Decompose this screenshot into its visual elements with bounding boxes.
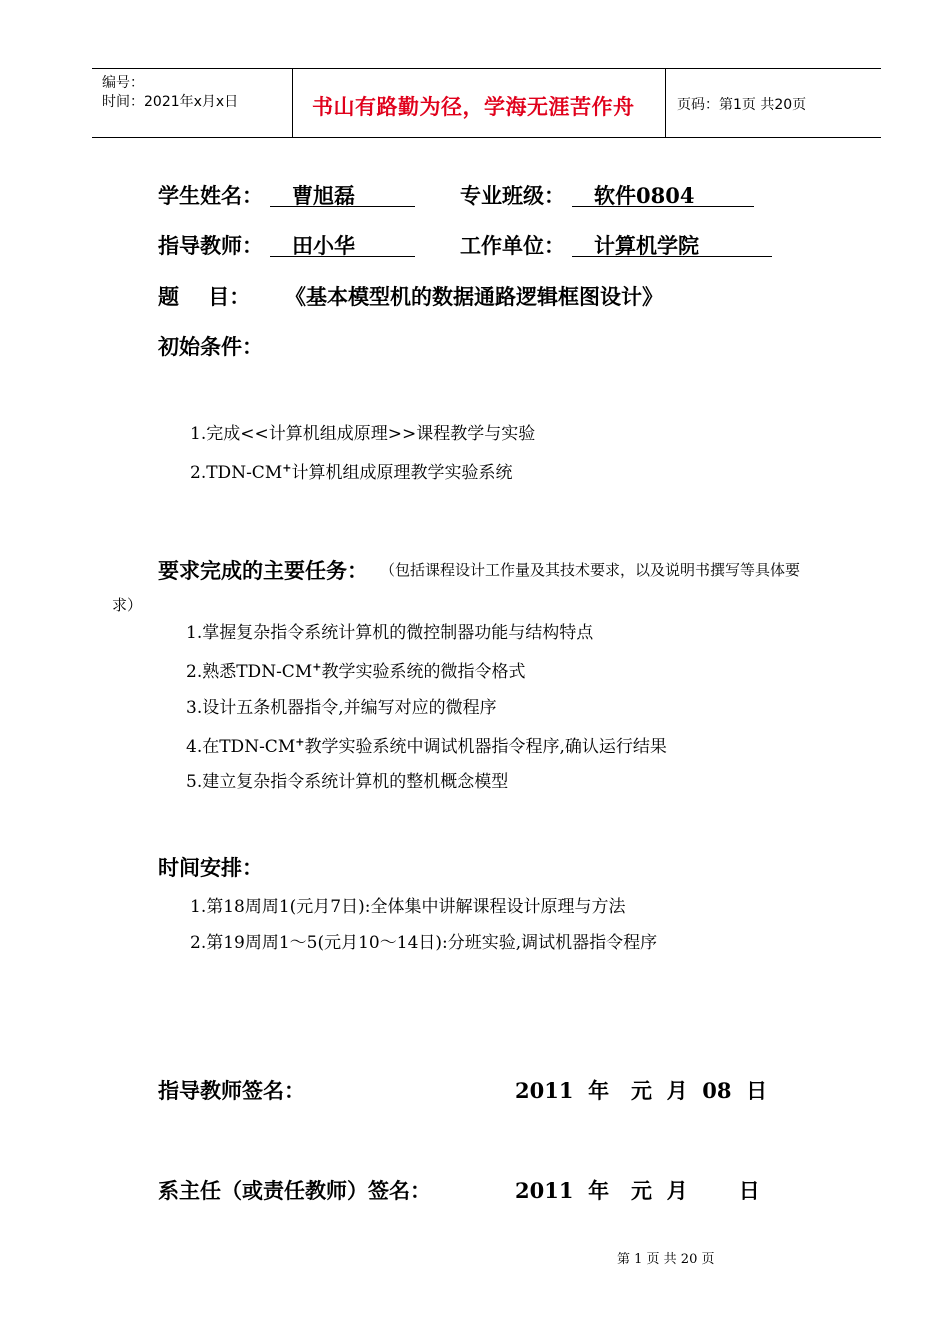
item-text-tail: 计算机组成原理教学实验系统	[291, 463, 513, 483]
initial-conditions-heading: 初始条件：	[158, 334, 263, 359]
initial-condition-item: 1.完成<<计算机组成原理>>课程教学与实验	[190, 424, 536, 444]
student-name-value: 曹旭磊	[292, 183, 355, 208]
superscript-plus: +	[295, 735, 305, 749]
header-motto: 书山有路勤为径，学海无涯苦作舟	[312, 95, 635, 119]
task-item	[186, 657, 525, 682]
initial-condition-item	[190, 458, 512, 483]
document-header	[92, 68, 881, 138]
advisor-signature-date: 2011 年 元 月 08 日	[515, 1078, 768, 1103]
item-text-tail: 教学实验系统中调试机器指令程序,确认运行结果	[304, 737, 667, 757]
task-item	[186, 732, 667, 757]
task-item: 5.建立复杂指令系统计算机的整机概念模型	[186, 772, 509, 792]
advisor-field	[270, 230, 415, 257]
advisor-value: 田小华	[292, 233, 355, 258]
header-divider	[292, 69, 293, 137]
work-unit-value: 计算机学院	[594, 233, 699, 258]
student-name-field	[270, 180, 415, 207]
page-footer: 第 1 页 共 20 页	[617, 1252, 715, 1267]
task-item: 3.设计五条机器指令,并编写对应的微程序	[186, 698, 497, 718]
header-page-info: 页码：第1页 共20页	[677, 97, 807, 113]
advisor-label: 指导教师：	[158, 233, 263, 258]
director-signature-date: 2011 年 元 月 日	[515, 1178, 760, 1203]
document-number-label: 编号：	[102, 75, 144, 91]
main-tasks-heading: 要求完成的主要任务：	[158, 558, 368, 583]
major-class-field	[572, 180, 754, 207]
item-text-tail: 教学实验系统的微指令格式	[321, 662, 526, 682]
director-signature-label: 系主任（或责任教师）签名：	[158, 1178, 431, 1203]
major-class-label: 专业班级：	[460, 183, 565, 208]
main-tasks-note-continued: 求）	[112, 596, 143, 614]
schedule-heading: 时间安排：	[158, 855, 263, 880]
work-unit-label: 工作单位：	[460, 233, 565, 258]
topic-label: 题 目：	[158, 284, 251, 309]
superscript-plus: +	[282, 461, 292, 475]
item-text: 2.熟悉TDN-CM	[186, 662, 313, 682]
main-tasks-note: （包括课程设计工作量及其技术要求，以及说明书撰写等具体要	[380, 561, 801, 579]
schedule-item: 2.第19周周1～5(元月10～14日):分班实验,调试机器指令程序	[190, 933, 658, 953]
item-text: 4.在TDN-CM	[186, 737, 296, 757]
header-divider	[665, 69, 666, 137]
work-unit-field	[572, 230, 772, 257]
item-text: 2.TDN-CM	[190, 463, 283, 483]
student-name-label: 学生姓名：	[158, 183, 263, 208]
task-item: 1.掌握复杂指令系统计算机的微控制器功能与结构特点	[186, 623, 594, 643]
schedule-item: 1.第18周周1(元月7日):全体集中讲解课程设计原理与方法	[190, 897, 626, 917]
document-date: 时间：2021年x月x日	[102, 94, 239, 110]
major-class-value: 软件0804	[594, 183, 695, 208]
superscript-plus: +	[312, 660, 322, 674]
advisor-signature-label: 指导教师签名：	[158, 1078, 305, 1103]
topic-title: 《基本模型机的数据通路逻辑框图设计》	[285, 284, 663, 309]
